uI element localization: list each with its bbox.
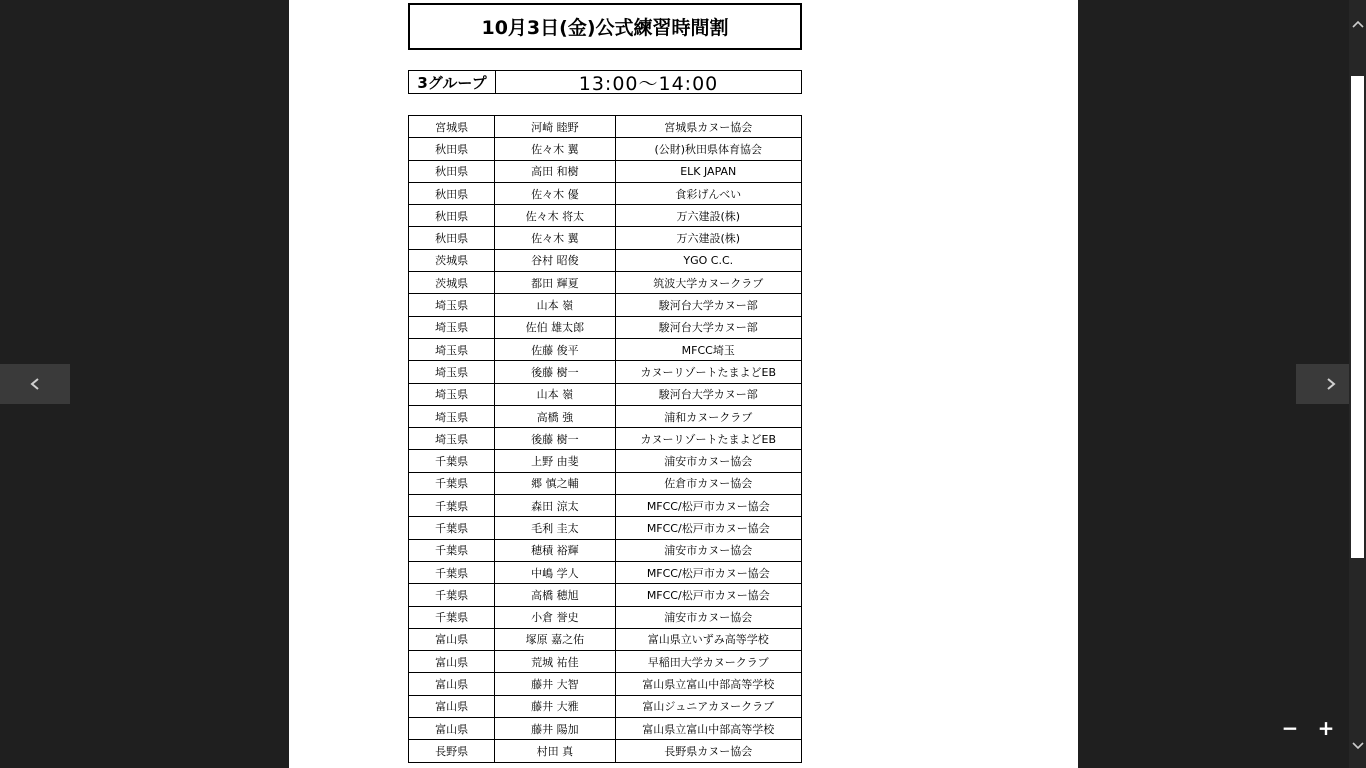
athlete-name-cell: 塚原 嘉之佑 (495, 628, 615, 650)
table-row (409, 718, 802, 740)
athlete-name-cell: 佐々木 翼 (495, 138, 615, 160)
athlete-name-cell: 都田 輝夏 (495, 272, 615, 294)
prefecture-cell: 埼玉県 (409, 338, 495, 360)
scrollbar-thumb[interactable] (1351, 76, 1364, 558)
prefecture-cell: 埼玉県 (409, 294, 495, 316)
organization-cell: 富山県立富山中部高等学校 (615, 673, 801, 695)
athlete-name-cell: 小倉 誉史 (495, 606, 615, 628)
organization-cell: YGO C.C. (615, 249, 801, 271)
table-row (409, 606, 802, 628)
prefecture-cell: 埼玉県 (409, 361, 495, 383)
zoom-out-button[interactable] (1278, 716, 1302, 740)
document-page (289, 0, 1078, 768)
table-row (409, 294, 802, 316)
prefecture-cell: 千葉県 (409, 495, 495, 517)
organization-cell: 早稲田大学カヌークラブ (615, 651, 801, 673)
athlete-name-cell: 荒城 祐佳 (495, 651, 615, 673)
organization-cell: 浦安市カヌー協会 (615, 539, 801, 561)
zoom-in-button[interactable] (1314, 716, 1338, 740)
table-row (409, 338, 802, 360)
table-row (409, 383, 802, 405)
prefecture-cell: 千葉県 (409, 472, 495, 494)
organization-cell: 駿河台大学カヌー部 (615, 294, 801, 316)
table-row (409, 227, 802, 249)
prefecture-cell: 埼玉県 (409, 428, 495, 450)
organization-cell: MFCC埼玉 (615, 338, 801, 360)
athlete-name-cell: 中嶋 学人 (495, 561, 615, 583)
chevron-right-icon (1325, 377, 1337, 391)
chevron-down-icon (1352, 742, 1364, 750)
prefecture-cell: 宮城県 (409, 116, 495, 138)
organization-cell: 筑波大学カヌークラブ (615, 272, 801, 294)
group-time: 13:00～14:00 (578, 72, 719, 95)
organization-cell: 長野県カヌー協会 (615, 740, 801, 762)
prefecture-cell: 茨城県 (409, 249, 495, 271)
prefecture-cell: 長野県 (409, 740, 495, 762)
prefecture-cell: 秋田県 (409, 160, 495, 182)
athlete-name-cell: 郷 慎之輔 (495, 472, 615, 494)
table-row (409, 673, 802, 695)
table-row (409, 316, 802, 338)
athlete-name-cell: 佐伯 雄太郎 (495, 316, 615, 338)
organization-cell: 浦安市カヌー協会 (615, 606, 801, 628)
chevron-left-icon (29, 377, 41, 391)
organization-cell: 浦安市カヌー協会 (615, 450, 801, 472)
athlete-name-cell: 佐々木 将太 (495, 205, 615, 227)
table-row (409, 450, 802, 472)
table-row (409, 272, 802, 294)
athlete-name-cell: 穂積 裕輝 (495, 539, 615, 561)
table-row (409, 495, 802, 517)
athlete-name-cell: 藤井 大智 (495, 673, 615, 695)
table-row (409, 428, 802, 450)
organization-cell: 富山ジュニアカヌークラブ (615, 695, 801, 717)
athlete-name-cell: 藤井 大雅 (495, 695, 615, 717)
athlete-name-cell: 藤井 陽加 (495, 718, 615, 740)
organization-cell: カヌーリゾートたまよどEB (615, 361, 801, 383)
prefecture-cell: 埼玉県 (409, 405, 495, 427)
prefecture-cell: 富山県 (409, 673, 495, 695)
organization-cell: カヌーリゾートたまよどEB (615, 428, 801, 450)
organization-cell: 万六建設(株) (615, 205, 801, 227)
table-row (409, 561, 802, 583)
organization-cell: 富山県立いずみ高等学校 (615, 628, 801, 650)
athlete-name-cell: 山本 嶺 (495, 383, 615, 405)
athlete-name-cell: 森田 涼太 (495, 495, 615, 517)
athlete-name-cell: 佐々木 優 (495, 182, 615, 204)
prefecture-cell: 千葉県 (409, 517, 495, 539)
organization-cell: 万六建設(株) (615, 227, 801, 249)
table-row (409, 116, 802, 138)
prev-page-button[interactable] (0, 364, 70, 404)
athlete-name-cell: 高田 和樹 (495, 160, 615, 182)
organization-cell: ELK JAPAN (615, 160, 801, 182)
prefecture-cell: 千葉県 (409, 539, 495, 561)
athlete-name-cell: 河崎 睦野 (495, 116, 615, 138)
prefecture-cell: 茨城県 (409, 272, 495, 294)
athlete-name-cell: 高橋 強 (495, 405, 615, 427)
prefecture-cell: 秋田県 (409, 227, 495, 249)
table-row (409, 740, 802, 762)
table-row (409, 160, 802, 182)
chevron-up-icon (1352, 20, 1364, 28)
prefecture-cell: 秋田県 (409, 205, 495, 227)
table-row (409, 205, 802, 227)
athlete-name-cell: 山本 嶺 (495, 294, 615, 316)
athlete-name-cell: 村田 真 (495, 740, 615, 762)
organization-cell: 浦和カヌークラブ (615, 405, 801, 427)
athlete-name-cell: 佐藤 俊平 (495, 338, 615, 360)
table-row (409, 249, 802, 271)
prefecture-cell: 千葉県 (409, 450, 495, 472)
table-row (409, 695, 802, 717)
roster-table (408, 115, 802, 763)
athlete-name-cell: 毛利 圭太 (495, 517, 615, 539)
athlete-name-cell: 後藤 樹一 (495, 361, 615, 383)
prefecture-cell: 富山県 (409, 718, 495, 740)
prefecture-cell: 秋田県 (409, 182, 495, 204)
organization-cell: 富山県立富山中部高等学校 (615, 718, 801, 740)
organization-cell: 佐倉市カヌー協会 (615, 472, 801, 494)
table-row (409, 405, 802, 427)
prefecture-cell: 千葉県 (409, 584, 495, 606)
table-row (409, 182, 802, 204)
organization-cell: 食彩げんべい (615, 182, 801, 204)
athlete-name-cell: 佐々木 翼 (495, 227, 615, 249)
organization-cell: 宮城県カヌー協会 (615, 116, 801, 138)
zoom-in-label: + (1317, 716, 1335, 740)
table-row (409, 138, 802, 160)
table-row (409, 628, 802, 650)
athlete-name-cell: 高橋 穂旭 (495, 584, 615, 606)
athlete-name-cell: 谷村 昭俊 (495, 249, 615, 271)
prefecture-cell: 秋田県 (409, 138, 495, 160)
document-title: 10月3日(金)公式練習時間割 (408, 3, 802, 50)
scroll-up-button[interactable] (1349, 14, 1366, 34)
table-row (409, 651, 802, 673)
prefecture-cell: 富山県 (409, 651, 495, 673)
prefecture-cell: 富山県 (409, 695, 495, 717)
prefecture-cell: 千葉県 (409, 606, 495, 628)
scroll-down-button[interactable] (1349, 736, 1366, 756)
organization-cell: 駿河台大学カヌー部 (615, 316, 801, 338)
athlete-name-cell: 後藤 樹一 (495, 428, 615, 450)
organization-cell: (公財)秋田県体育協会 (615, 138, 801, 160)
group-header (408, 70, 802, 94)
prefecture-cell: 埼玉県 (409, 316, 495, 338)
table-row (409, 539, 802, 561)
prefecture-cell: 富山県 (409, 628, 495, 650)
organization-cell: MFCC/松戸市カヌー協会 (615, 561, 801, 583)
organization-cell: MFCC/松戸市カヌー協会 (615, 517, 801, 539)
organization-cell: 駿河台大学カヌー部 (615, 383, 801, 405)
organization-cell: MFCC/松戸市カヌー協会 (615, 495, 801, 517)
prefecture-cell: 埼玉県 (409, 383, 495, 405)
table-row (409, 472, 802, 494)
table-row (409, 584, 802, 606)
group-name: 3グループ (409, 71, 496, 93)
vertical-scrollbar[interactable] (1349, 0, 1366, 768)
athlete-name-cell: 上野 由斐 (495, 450, 615, 472)
zoom-out-label: − (1281, 716, 1299, 740)
organization-cell: MFCC/松戸市カヌー協会 (615, 584, 801, 606)
table-row (409, 361, 802, 383)
table-row (409, 517, 802, 539)
prefecture-cell: 千葉県 (409, 561, 495, 583)
